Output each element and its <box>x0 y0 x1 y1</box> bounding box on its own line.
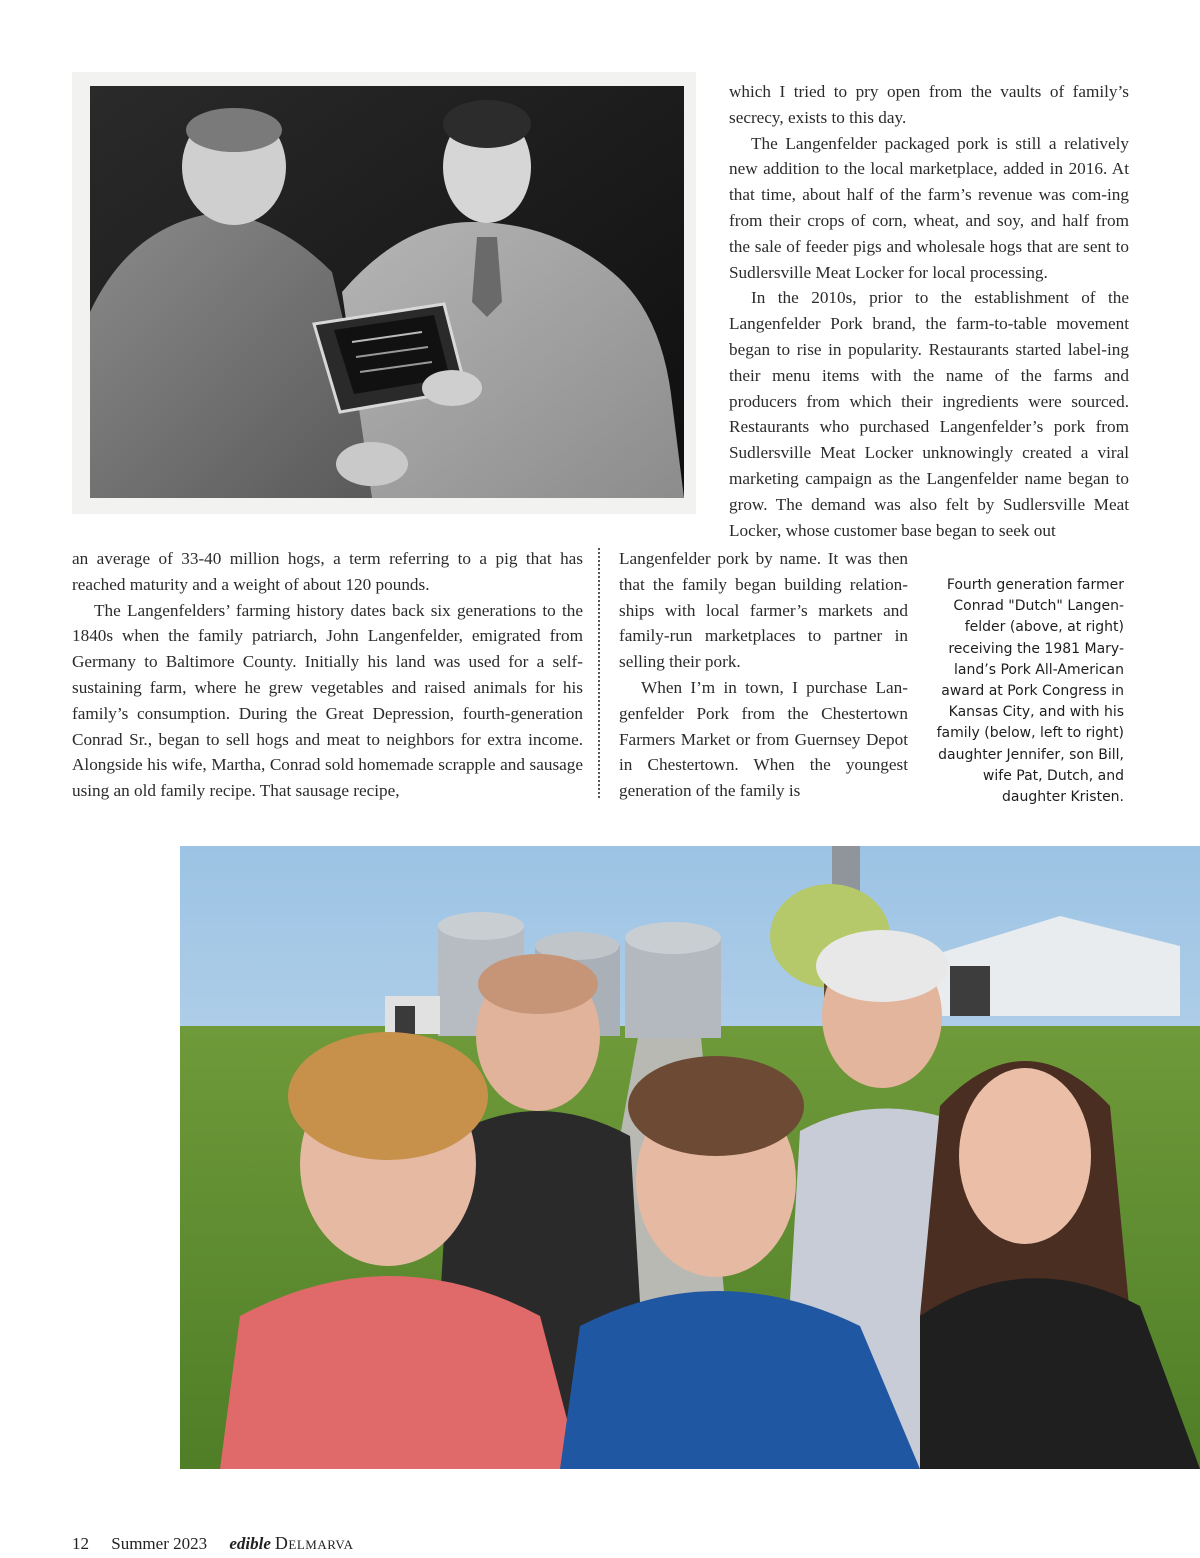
paragraph: The Langenfelder packaged pork is still a relatively new addition to the local marketplace, added in 2016. At that time, about half of the farm’s revenue was com-ing from their crops of corn, wheat, and soy, and half from the sale of feeder pigs and wholesale hogs that are sent to Sudlersville Meat Locker for local processing. <box>729 133 1129 282</box>
paragraph: Langenfelder pork by name. It was then that the family began building relation-ships with local farmer’s markets and family-run marketplaces to partner in selling their pork. <box>619 549 908 672</box>
vintage-award-photo <box>72 72 696 514</box>
paragraph: In the 2010s, prior to the establishment of the Langenfelder Pork brand, the farm-to-table movement began to rise in popularity. Restaurants started label-ing their menu items with the name of the farms and producers from which their ingredients were sourced. Restaurants who purchased Langenfelder’s pork from Sudlersville Meat Locker unknowingly created a viral marketing campaign as the Langenfelder name began to grow. The demand was also felt by Sudlersville Meat Locker, whose customer base began to seek out <box>729 288 1129 540</box>
column-divider <box>598 548 600 798</box>
brand-name: Delmarva <box>274 1533 354 1553</box>
page-footer <box>72 1533 371 1554</box>
article-column-2 <box>619 546 908 804</box>
photo-caption: Fourth generation farmer Conrad "Dutch" Langen-felder (above, at right) receiving the 1981 Mary-land’s Pork All-American award at Pork Congress in Kansas City, and with his family (below, left to right) daughter Jennifer, son Bill, wife Pat, Dutch, and daughter Kristen. <box>936 577 1124 806</box>
paragraph: When I’m in town, I purchase Lan-genfelder Pork from the Chestertown Farmers Market or from Guernsey Depot in Chestertown. When the youngest generation of the family is <box>619 677 908 801</box>
page-number: 12 <box>72 1534 89 1553</box>
paragraph: The Langenfelders’ farming history dates back six generations to the 1840s when the family patriarch, John Langenfelder, emigrated from Germany to Baltimore County. Initially his land was used for a self-sustaining farm, where he grew vegetables and raised animals for his family’s consumption. During the Great Depression, fourth-generation Conrad Sr., began to sell hogs and meat to neighbors for extra income. Alongside his wife, Martha, Conrad sold homemade scrapple and sausage using an old family recipe. That sausage recipe, <box>72 600 583 801</box>
family-photo <box>180 846 1200 1469</box>
paragraph: an average of 33-40 million hogs, a term referring to a pig that has reached maturity and a weight of about 120 pounds. <box>72 549 583 594</box>
paragraph: which I tried to pry open from the vaults of family’s secrecy, exists to this day. <box>729 82 1129 127</box>
article-column-1 <box>72 546 583 804</box>
article-column-right-top <box>729 79 1129 543</box>
brand-prefix: edible <box>229 1534 271 1553</box>
issue-date: Summer 2023 <box>111 1534 208 1553</box>
